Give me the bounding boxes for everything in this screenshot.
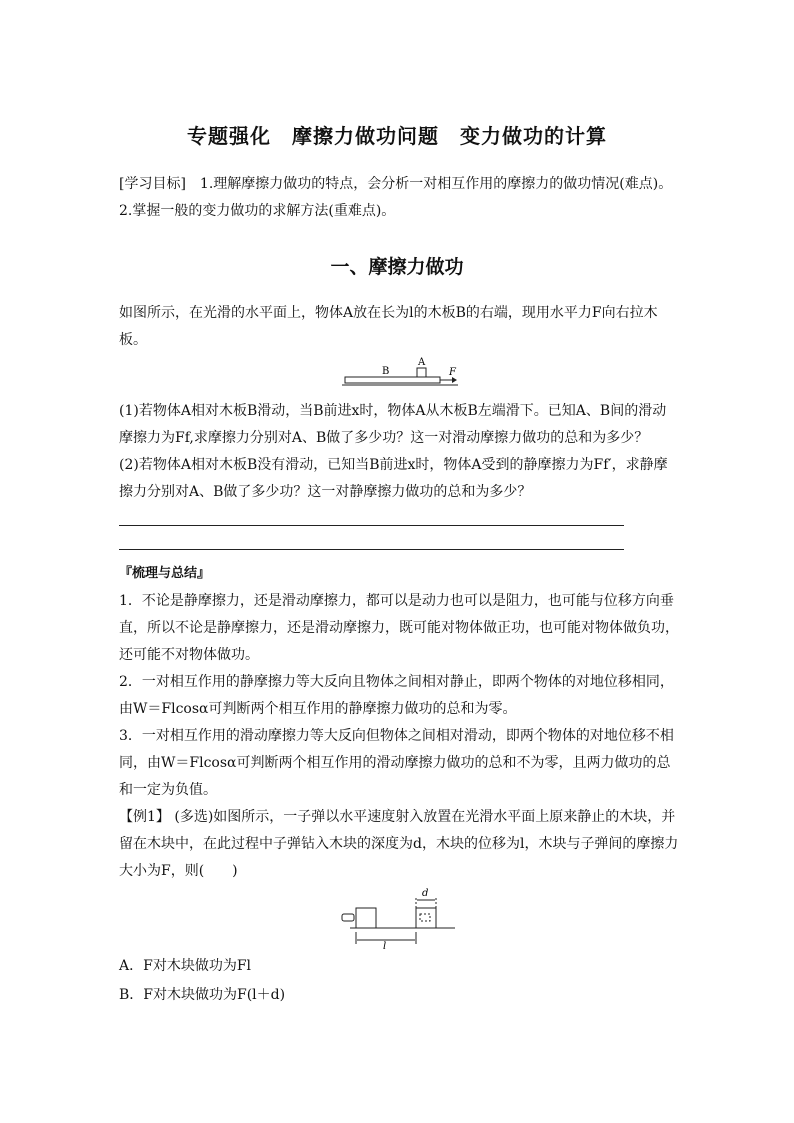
intro-paragraph: 如图所示，在光滑的水平面上，物体A放在长为l的木板B的右端，现用水平力F向右拉木板。 [119, 305, 658, 348]
option-b: B．F对木块做功为F(l＋d) [119, 987, 286, 1003]
summary-point-3: 3．一对相互作用的滑动摩擦力等大反向但物体之间相对滑动，即两个物体的对地位移不相同，由W＝Flcosα可判断两个相互作用的滑动摩擦力做功的总和不为零，且两力做功的总和一定为负值。 [119, 728, 674, 798]
figure-board-block [340, 355, 460, 389]
summary-point-2: 2．一对相互作用的静摩擦力等大反向且物体之间相对静止，即两个物体的对地位移相同，由W＝Flcosα可判断两个相互作用的静摩擦力做功的总和为零。 [119, 674, 674, 717]
answer-line-1 [119, 525, 624, 526]
section-heading: 一、摩擦力做功 [330, 256, 464, 278]
block-a [417, 368, 426, 377]
embedded-bullet [420, 914, 430, 921]
learning-goal-1: [学习目标] 1.理解摩擦力做功的特点，会分析一对相互作用的摩擦力的做功情况(难点)。 [119, 176, 673, 192]
wood-block-start [356, 908, 376, 928]
page-title: 专题强化 摩擦力做功问题 变力做功的计算 [187, 124, 607, 148]
answer-line-2 [119, 549, 624, 550]
label-d: d [422, 888, 429, 899]
figure-bullet-block [340, 888, 460, 950]
learning-goal-2: 2.掌握一般的变力做功的求解方法(重难点)。 [119, 203, 396, 219]
example-1: 【例1】 (多选)如图所示，一子弹以水平速度射入放置在光滑水平面上原来静止的木块，并留在木块中，在此过程中子弹钻入木块的深度为d，木块的位移为l，木块与子弹间的摩擦力大小为F，则( ) [119, 809, 679, 879]
board-b [345, 377, 440, 383]
bullet [342, 914, 354, 921]
question-2: (2)若物体A相对木板B没有滑动，已知当B前进x时，物体A受到的静摩擦力为Ff′，求静摩擦力分别对A、B做了多少功？这一对静摩擦力做功的总和为多少？ [119, 457, 668, 500]
question-1: (1)若物体A相对木板B滑动，当B前进x时，物体A从木板B左端滑下。已知A、B间的滑动摩擦力为Ff,求摩擦力分别对A、B做了多少功？这一对滑动摩擦力做功的总和为多少？ [119, 403, 667, 446]
summary-header: 『梳理与总结』 [119, 566, 211, 581]
summary-point-1: 1．不论是静摩擦力，还是滑动摩擦力，都可以是动力也可以是阻力，也可能与位移方向垂直，所以不论是静摩擦力，还是滑动摩擦力，既可能对物体做正功，也可能对物体做负功，还可能不对物体做功。 [119, 593, 679, 663]
wood-block-end [416, 908, 436, 928]
label-b: B [382, 366, 390, 377]
label-l: l [383, 941, 387, 950]
label-f: F [449, 367, 456, 378]
label-a: A [418, 357, 426, 368]
option-a: A．F对木块做功为Fl [119, 958, 252, 974]
